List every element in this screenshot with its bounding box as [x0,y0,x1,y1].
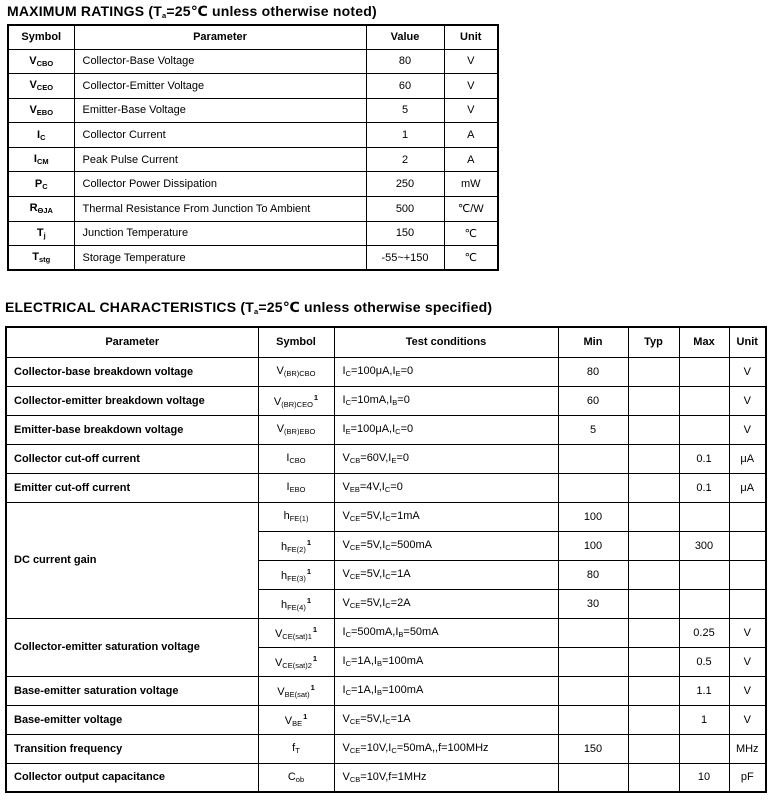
min-cell: 60 [558,386,628,415]
unit-cell: V [729,647,766,676]
value-cell: 500 [366,197,444,222]
max-cell: 10 [679,763,729,792]
conditions-cell: IC=1A,IB=100mA [334,647,558,676]
min-cell [558,676,628,705]
symbol-cell: Tstg [8,246,74,271]
symbol-cell: Tj [8,221,74,246]
table-row [6,415,766,444]
symbol-cell: $VCE(sat)1^1$ [258,618,334,647]
typ-cell [628,647,679,676]
typ-cell [628,473,679,502]
typ-cell [628,705,679,734]
max-cell [679,415,729,444]
symbol-cell: IC [8,123,74,148]
column-header: Typ [628,327,679,357]
table-row [6,705,766,734]
min-cell: 100 [558,531,628,560]
max-cell: 0.1 [679,444,729,473]
parameter-cell: Collector-Emitter Voltage [74,74,366,99]
electrical-characteristics-table [5,326,767,793]
unit-cell: ℃ [444,221,498,246]
table-row [8,123,498,148]
conditions-cell: VCE=5V,IC=2A [334,589,558,618]
symbol-cell: $hFE(4)^1$ [258,589,334,618]
conditions-cell: IC=100μA,IE=0 [334,357,558,386]
min-cell [558,705,628,734]
symbol-cell: VBE(sat)$^1$ [258,676,334,705]
unit-cell: A [444,123,498,148]
symbol-cell: VBE$^1$ [258,705,334,734]
symbol-cell: V(BR)CEO$^1$ [258,386,334,415]
table-row [8,172,498,197]
min-cell: 80 [558,357,628,386]
max-cell: 1.1 [679,676,729,705]
column-header: Symbol [8,25,74,49]
max-cell [679,560,729,589]
symbol-cell: $VCE(sat)2^1$ [258,647,334,676]
table-row [6,502,766,531]
parameter-cell: Collector-base breakdown voltage [6,357,258,386]
typ-cell [628,502,679,531]
min-cell: 100 [558,502,628,531]
unit-cell: V [444,49,498,74]
value-cell: 5 [366,98,444,123]
symbol-cell: V(BR)EBO [258,415,334,444]
typ-cell [628,415,679,444]
unit-cell: V [729,618,766,647]
table-row [6,386,766,415]
parameter-cell: Thermal Resistance From Junction To Ambient [74,197,366,222]
conditions-cell: VCE=5V,IC=1A [334,705,558,734]
typ-cell [628,734,679,763]
unit-cell: V [444,98,498,123]
symbol-cell: ICBO [258,444,334,473]
min-cell [558,473,628,502]
unit-cell: A [444,147,498,172]
table-row [6,618,766,647]
max-cell [679,589,729,618]
conditions-cell: IC=1A,IB=100mA [334,676,558,705]
parameter-cell: Peak Pulse Current [74,147,366,172]
conditions-cell: VCB=60V,IE=0 [334,444,558,473]
parameter-cell: Base-emitter saturation voltage [6,676,258,705]
conditions-cell: IC=500mA,IB=50mA [334,618,558,647]
max-cell: 300 [679,531,729,560]
min-cell: 5 [558,415,628,444]
parameter-cell: Junction Temperature [74,221,366,246]
typ-cell [628,560,679,589]
unit-cell: mW [444,172,498,197]
typ-cell [628,357,679,386]
typ-cell [628,676,679,705]
min-cell [558,647,628,676]
conditions-cell: VCB=10V,f=1MHz [334,763,558,792]
column-header: Parameter [74,25,366,49]
symbol-cell: PC [8,172,74,197]
typ-cell [628,618,679,647]
unit-cell [729,589,766,618]
unit-cell: ℃/W [444,197,498,222]
conditions-cell: VCE=5V,IC=1mA [334,502,558,531]
parameter-cell: Collector output capacitance [6,763,258,792]
column-header: Value [366,25,444,49]
min-cell [558,618,628,647]
table-row [6,676,766,705]
typ-cell [628,763,679,792]
symbol-cell: VEBO [8,98,74,123]
table-row [8,98,498,123]
value-cell: 1 [366,123,444,148]
table-row [6,763,766,792]
conditions-cell: IC=10mA,IB=0 [334,386,558,415]
table-row [8,197,498,222]
maximum-ratings-table [7,24,499,271]
conditions-cell: VCE=5V,IC=500mA [334,531,558,560]
unit-cell: MHz [729,734,766,763]
max-cell [679,734,729,763]
symbol-cell: VCEO [8,74,74,99]
symbol-cell: VCBO [8,49,74,74]
parameter-cell: Storage Temperature [74,246,366,271]
value-cell: 250 [366,172,444,197]
max-cell: 0.5 [679,647,729,676]
column-header: Min [558,327,628,357]
table-row [8,49,498,74]
unit-cell: V [729,415,766,444]
typ-cell [628,589,679,618]
unit-cell: V [729,386,766,415]
parameter-cell: Emitter-base breakdown voltage [6,415,258,444]
table-header-row [8,25,498,49]
column-header: Test conditions [334,327,558,357]
parameter-cell: Emitter-Base Voltage [74,98,366,123]
parameter-cell: Base-emitter voltage [6,705,258,734]
symbol-cell: RΘJA [8,197,74,222]
conditions-cell: VEB=4V,IC=0 [334,473,558,502]
parameter-cell: Collector cut-off current [6,444,258,473]
table-row [8,147,498,172]
max-cell [679,357,729,386]
symbol-cell: $hFE(3)^1$ [258,560,334,589]
unit-cell [729,502,766,531]
table-row [6,734,766,763]
parameter-cell: Collector Power Dissipation [74,172,366,197]
unit-cell: V [444,74,498,99]
parameter-cell: Collector-emitter saturation voltage [6,618,258,676]
min-cell [558,763,628,792]
table-row [6,444,766,473]
unit-cell: μA [729,444,766,473]
table-row [8,74,498,99]
parameter-cell: Transition frequency [6,734,258,763]
typ-cell [628,531,679,560]
maximum-ratings-title: MAXIMUM RATINGS (Ta=25℃ unless otherwise noted) [7,3,377,20]
value-cell: -55~+150 [366,246,444,271]
max-cell: 1 [679,705,729,734]
table-header-row [6,327,766,357]
table-row [8,246,498,271]
unit-cell [729,560,766,589]
table-row [6,357,766,386]
table-row [6,473,766,502]
conditions-cell: VCE=5V,IC=1A [334,560,558,589]
min-cell [558,444,628,473]
unit-cell: μA [729,473,766,502]
unit-cell: ℃ [444,246,498,271]
min-cell: 80 [558,560,628,589]
symbol-cell: V(BR)CBO [258,357,334,386]
symbol-cell: ICM [8,147,74,172]
conditions-cell: IE=100μA,IC=0 [334,415,558,444]
max-cell: 0.1 [679,473,729,502]
max-cell: 0.25 [679,618,729,647]
typ-cell [628,386,679,415]
parameter-cell: Emitter cut-off current [6,473,258,502]
max-cell [679,386,729,415]
symbol-cell: $hFE(2)^1$ [258,531,334,560]
column-header: Unit [444,25,498,49]
parameter-cell: DC current gain [6,502,258,618]
column-header: Parameter [6,327,258,357]
table-row [8,221,498,246]
column-header: Unit [729,327,766,357]
min-cell: 150 [558,734,628,763]
max-cell [679,502,729,531]
value-cell: 60 [366,74,444,99]
electrical-characteristics-title: ELECTRICAL CHARACTERISTICS (Ta=25℃ unless otherwise specified) [5,299,493,316]
conditions-cell: VCE=10V,IC=50mA,,f=100MHz [334,734,558,763]
value-cell: 80 [366,49,444,74]
parameter-cell: Collector Current [74,123,366,148]
symbol-cell: Cob [258,763,334,792]
column-header: Max [679,327,729,357]
symbol-cell: hFE(1) [258,502,334,531]
typ-cell [628,444,679,473]
column-header: Symbol [258,327,334,357]
min-cell: 30 [558,589,628,618]
value-cell: 2 [366,147,444,172]
symbol-cell: fT [258,734,334,763]
unit-cell: V [729,357,766,386]
parameter-cell: Collector-emitter breakdown voltage [6,386,258,415]
value-cell: 150 [366,221,444,246]
unit-cell [729,531,766,560]
symbol-cell: IEBO [258,473,334,502]
parameter-cell: Collector-Base Voltage [74,49,366,74]
unit-cell: V [729,676,766,705]
unit-cell: V [729,705,766,734]
unit-cell: pF [729,763,766,792]
